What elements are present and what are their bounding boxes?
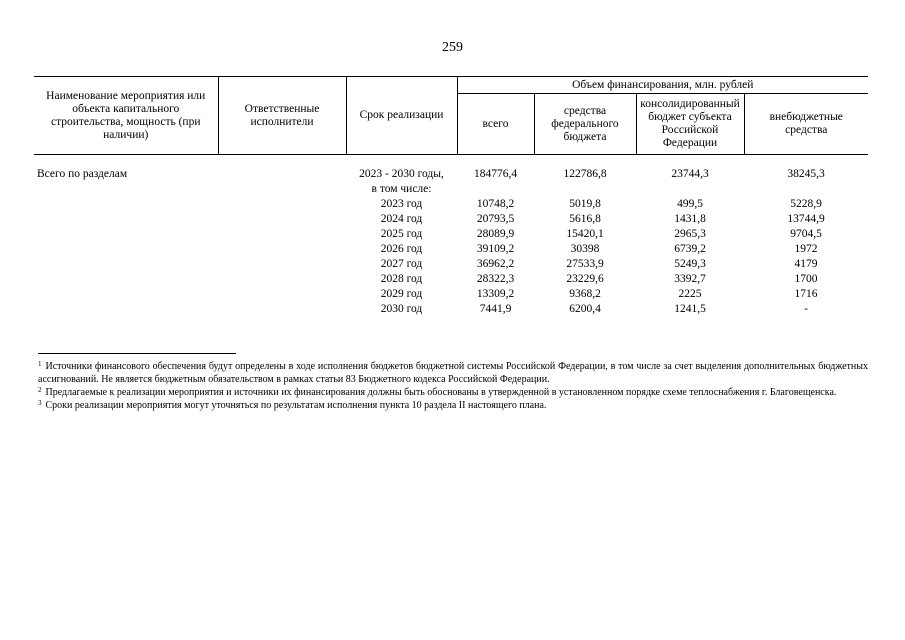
cell-regional: 1431,8	[674, 213, 706, 225]
footnote-text: Сроки реализации мероприятия могут уточняться по результатам исполнения пункта 10 раздела II настоящего плана.	[45, 400, 547, 411]
cell-period: 2025 год	[380, 228, 423, 240]
cell-name	[34, 302, 218, 317]
cell-extra: 13744,9	[787, 213, 825, 225]
cell-regional: 5249,3	[674, 258, 706, 270]
cell-federal	[534, 182, 636, 197]
cell-regional: 2225	[678, 288, 702, 300]
footnote-separator	[38, 353, 236, 354]
cell-total: 20793,5	[476, 213, 515, 225]
cell-regional	[636, 182, 744, 197]
header-regional: консолидированный бюджет субъекта Российской Федерации	[636, 94, 744, 155]
footnote-text: Предлагаемые к реализации мероприятия и источники их финансирования должны быть обоснованы в утвержденной в установленном порядке схеме теплоснабжения г. Благовещенска.	[45, 387, 837, 398]
header-period: Срок реализации	[346, 77, 457, 155]
cell-regional: 6739,2	[674, 243, 706, 255]
table-row	[34, 287, 868, 302]
cell-period: 2027 год	[380, 258, 423, 270]
cell-name	[34, 242, 218, 257]
table-row	[34, 302, 868, 317]
footnote-mark: 3	[38, 399, 42, 407]
cell-name	[34, 227, 218, 242]
cell-name	[34, 197, 218, 212]
table-row	[34, 212, 868, 227]
cell-regional: 1241,5	[674, 303, 706, 315]
header-extra: внебюджетные средства	[744, 94, 868, 155]
cell-regional: 23744,3	[671, 168, 709, 180]
table-row	[34, 272, 868, 287]
cell-name	[34, 287, 218, 302]
cell-extra	[744, 182, 868, 197]
footnote-mark: 2	[38, 386, 42, 394]
cell-federal: 23229,6	[566, 273, 604, 285]
cell-name	[34, 272, 218, 287]
footnotes	[38, 360, 868, 412]
cell-federal: 27533,9	[566, 258, 604, 270]
cell-extra: -	[804, 303, 808, 315]
cell-total: 184776,4	[473, 168, 518, 180]
cell-name	[34, 212, 218, 227]
header-responsible: Ответственные исполнители	[218, 77, 346, 155]
table-row	[34, 257, 868, 272]
cell-period: 2023 - 2030 годы,	[359, 168, 444, 180]
table-row	[34, 182, 868, 197]
cell-total: 10748,2	[476, 198, 515, 210]
cell-extra: 4179	[794, 258, 818, 270]
cell-extra: 9704,5	[790, 228, 822, 240]
cell-period: 2029 год	[380, 288, 423, 300]
cell-period: 2028 год	[380, 273, 423, 285]
cell-name	[34, 182, 218, 197]
cell-total	[457, 182, 534, 197]
cell-extra: 1972	[794, 243, 818, 255]
header-funding-group: Объем финансирования, млн. рублей	[457, 77, 868, 94]
cell-total: 39109,2	[476, 243, 515, 255]
cell-total: 13309,2	[476, 288, 515, 300]
cell-period: 2024 год	[380, 213, 423, 225]
cell-extra: 5228,9	[790, 198, 822, 210]
cell-total: 28322,3	[476, 273, 515, 285]
cell-period: 2023 год	[380, 198, 423, 210]
footnote-text: Источники финансового обеспечения будут определены в ходе исполнения бюджетов бюджетной системы Российской Федерации, в том числе за счет выделения дополнительных бюджетных ассигнований. Не является бюджетным обязательством в рамках статьи 83 Бюджетного кодекса Российской Федерации.	[38, 361, 868, 385]
page-number: 259	[442, 40, 463, 55]
footnote	[38, 360, 868, 386]
cell-regional: 2965,3	[674, 228, 706, 240]
cell-regional: 499,5	[677, 198, 703, 210]
cell-total: 7441,9	[479, 303, 512, 315]
footnote-mark: 1	[38, 360, 42, 368]
header-total: всего	[457, 94, 534, 155]
cell-federal: 9368,2	[569, 288, 601, 300]
header-name: Наименование мероприятия или объекта капитального строительства, мощность (при наличии)	[34, 77, 218, 155]
cell-extra: 1700	[794, 273, 818, 285]
footnote	[38, 386, 868, 399]
cell-federal: 5616,8	[569, 213, 601, 225]
table-row	[34, 197, 868, 212]
cell-extra: 38245,3	[787, 168, 825, 180]
cell-regional: 3392,7	[674, 273, 706, 285]
cell-federal: 122786,8	[563, 168, 607, 180]
table-row	[34, 167, 868, 182]
cell-period: 2030 год	[380, 303, 423, 315]
cell-period: в том числе:	[371, 183, 432, 195]
cell-federal: 30398	[570, 243, 600, 255]
cell-total: 28089,9	[476, 228, 515, 240]
table-spacer	[34, 155, 868, 168]
table-row	[34, 242, 868, 257]
funding-table	[34, 76, 868, 317]
cell-total: 36962,2	[476, 258, 515, 270]
cell-extra: 1716	[794, 288, 818, 300]
table-row	[34, 227, 868, 242]
cell-federal: 6200,4	[569, 303, 601, 315]
footnote	[38, 399, 868, 412]
cell-federal: 15420,1	[566, 228, 604, 240]
header-federal: средства федерального бюджета	[534, 94, 636, 155]
cell-period: 2026 год	[380, 243, 423, 255]
cell-federal: 5019,8	[569, 198, 601, 210]
cell-name	[34, 257, 218, 272]
cell-name: Всего по разделам	[37, 168, 128, 180]
